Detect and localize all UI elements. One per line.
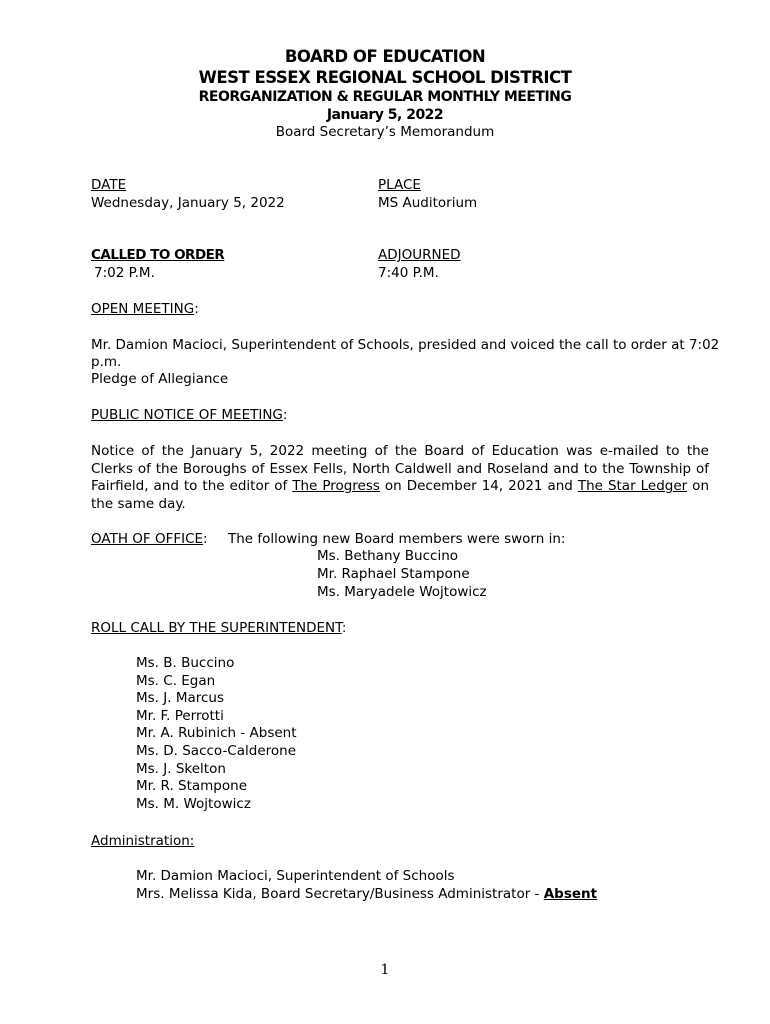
public-notice-heading: PUBLIC NOTICE OF MEETING: [91,407,288,423]
place-label: PLACE [378,177,421,193]
list-item: Ms. J. Marcus [136,690,225,707]
list-item: Ms. M. Wojtowicz [136,795,251,812]
list-item: Ms. B. Buccino [136,655,235,671]
open-meeting-text: Mr. Damion Macioci, Superintendent of Schools, presided and voiced the call to order at 7:02 [91,337,720,353]
memo-subtitle: Board Secretary’s Memorandum [275,124,495,140]
date-label: DATE [91,177,127,193]
oath-member: Ms. Maryadele Wojtowicz [317,584,487,600]
administration-heading: Administration: [91,833,195,849]
oath-member: Ms. Bethany Buccino [317,548,459,564]
roll-call-heading: ROLL CALL BY THE SUPERINTENDENT: [91,620,347,636]
oath-member: Mr. Raphael Stampone [317,566,470,582]
called-to-order-value: 7:02 P.M. [94,265,155,281]
list-item: Ms. J. Skelton [136,760,226,777]
public-notice-paragraph: Notice of the January 5, 2022 meeting of the Board of Education was e-mailed to the Clerks of the Boroughs of Essex Fells, North Caldwell and Roseland and to the Township of Fairfield, and to the editor of The Progress on December 14, 2021 and The Star Ledger on the same day. [91,443,709,512]
newspaper-star-ledger: The Star Ledger [577,478,688,494]
district-title: WEST ESSEX REGIONAL SCHOOL DISTRICT [198,68,572,87]
called-to-order-label: CALLED TO ORDER [91,247,225,263]
list-item: Ms. D. Sacco-Calderone [136,742,297,759]
page-number: 1 [380,962,390,978]
pledge-of-allegiance: Pledge of Allegiance [91,371,229,387]
administration-superintendent: Mr. Damion Macioci, Superintendent of Schools [136,868,455,884]
roll-call-list [136,655,297,813]
adjourned-label: ADJOURNED [378,247,461,263]
list-item: Mr. A. Rubinich - Absent [136,725,297,742]
place-value: MS Auditorium [378,195,478,211]
open-meeting-heading: OPEN MEETING: [91,301,199,317]
newspaper-progress: The Progress [292,478,380,494]
administration-business-admin: Mrs. Melissa Kida, Board Secretary/Business Administrator - Absent [136,886,598,902]
adjourned-value: 7:40 P.M. [378,265,439,281]
meeting-date-title: January 5, 2022 [326,107,444,123]
list-item: Mr. R. Stampone [136,778,247,795]
open-meeting-text-cont: p.m. [91,354,122,370]
date-value: Wednesday, January 5, 2022 [91,195,285,211]
meeting-title: REORGANIZATION & REGULAR MONTHLY MEETING [198,89,572,105]
oath-intro: The following new Board members were sworn in: [228,531,566,547]
oath-heading: OATH OF OFFICE: [91,531,208,547]
absent-status: Absent [543,886,598,902]
list-item: Ms. C. Egan [136,672,216,689]
list-item: Mr. F. Perrotti [136,707,224,724]
board-title: BOARD OF EDUCATION [284,47,486,66]
